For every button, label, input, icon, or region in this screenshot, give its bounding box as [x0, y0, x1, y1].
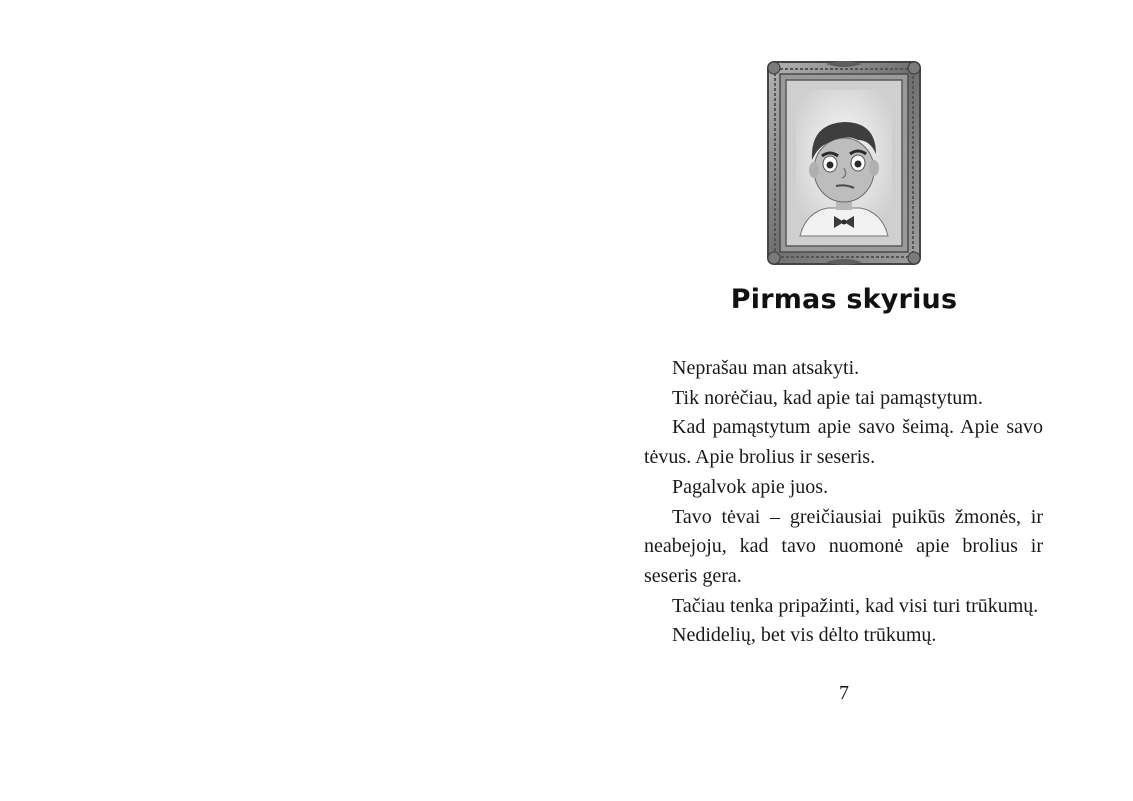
chapter-title: Pirmas skyrius — [730, 284, 958, 315]
portrait-illustration — [766, 60, 922, 266]
paragraph: Tik norėčiau, kad apie tai pamąstytum. — [672, 386, 983, 409]
paragraph: Nedidelių, bet vis dėlto trūkumų. — [672, 624, 937, 647]
right-page — [566, 0, 1133, 801]
paragraph: Kad pamąstytum apie savo šeimą. Apie savo tėvus. Apie brolius ir seseris. — [644, 416, 1043, 469]
left-page-blank — [0, 0, 566, 801]
paragraph: Neprašau man atsakyti. — [672, 357, 860, 379]
paragraph: Tavo tėvai – greičiausiai puikūs žmonės, ir neabejoju, kad tavo nuomonė apie brolius ir seseris gera. — [644, 505, 1043, 587]
paragraph: Tačiau tenka pripažinti, kad visi turi trūkumų. — [672, 594, 1039, 617]
framed-portrait-icon — [766, 60, 922, 266]
paragraph: Pagalvok apie juos. — [672, 475, 829, 498]
page-number: 7 — [839, 682, 849, 704]
chapter-body-text — [644, 354, 1043, 651]
